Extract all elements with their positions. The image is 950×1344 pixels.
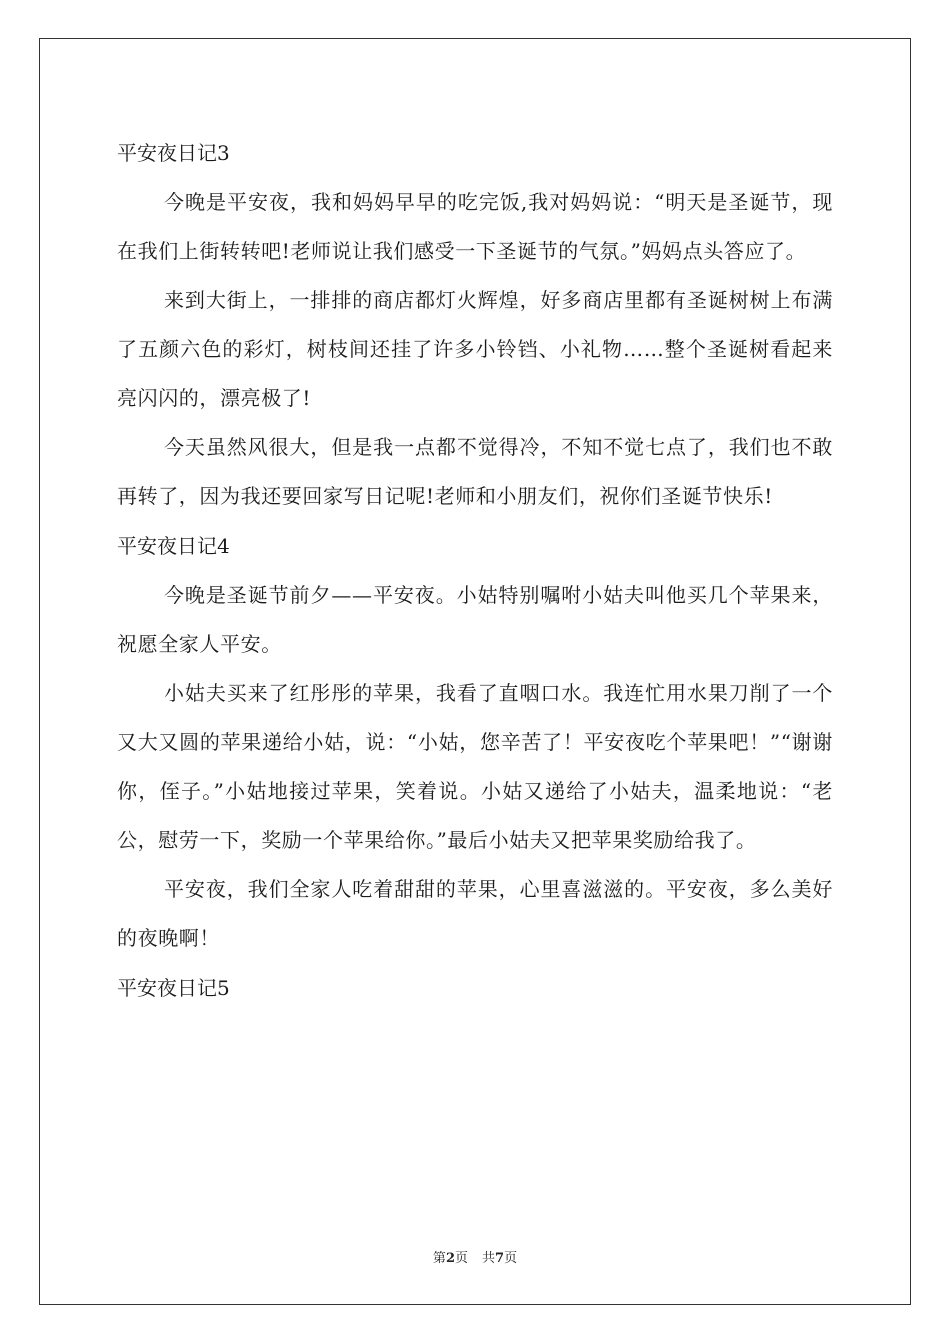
paragraph: 来到大街上，一排排的商店都灯火辉煌，好多商店里都有圣诞树树上布满了五颜六色的彩灯，树枝间还挂了许多小铃铛、小礼物……整个圣诞树看起来亮闪闪的，漂亮极了! xyxy=(117,288,833,410)
page-total xyxy=(482,1251,517,1266)
paragraph: 今天虽然风很大，但是我一点都不觉得冷，不知不觉七点了，我们也不敢再转了，因为我还要回家写日记呢!老师和小朋友们，祝你们圣诞节快乐! xyxy=(117,435,833,508)
paragraph: 今晚是平安夜，我和妈妈早早的吃完饭,我对妈妈说：“明天是圣诞节，现在我们上街转转吧!老师说让我们感受一下圣诞节的气氛。”妈妈点头答应了。 xyxy=(117,190,833,263)
total-suffix: 页 xyxy=(504,1251,518,1266)
page-suffix: 页 xyxy=(454,1251,468,1266)
total-pages: 7 xyxy=(495,1251,505,1266)
section-title: 平安夜日记3 xyxy=(117,141,230,165)
paragraph: 小姑夫买来了红彤彤的苹果，我看了直咽口水。我连忙用水果刀削了一个又大又圆的苹果递给小姑，说：“小姑，您辛苦了！平安夜吃个苹果吧！”“谢谢你，侄子。”小姑地接过苹果，笑着说。小姑又递给了小姑夫，温柔地说：“老公，慰劳一下，奖励一个苹果给你。”最后小姑夫又把苹果奖励给我了。 xyxy=(117,681,833,852)
page-prefix: 第 xyxy=(432,1251,446,1266)
document-body xyxy=(117,128,833,1013)
paragraph: 今晚是圣诞节前夕——平安夜。小姑特别嘱咐小姑夫叫他买几个苹果来，祝愿全家人平安。 xyxy=(117,583,833,656)
current-page: 2 xyxy=(445,1251,455,1266)
page-number xyxy=(433,1251,468,1266)
page-footer xyxy=(0,1247,950,1266)
total-prefix: 共 xyxy=(482,1251,496,1266)
paragraph: 平安夜，我们全家人吃着甜甜的苹果，心里喜滋滋的。平安夜，多么美好的夜晚啊！ xyxy=(117,877,833,950)
section-title: 平安夜日记4 xyxy=(117,534,230,558)
section-title: 平安夜日记5 xyxy=(117,976,230,1000)
